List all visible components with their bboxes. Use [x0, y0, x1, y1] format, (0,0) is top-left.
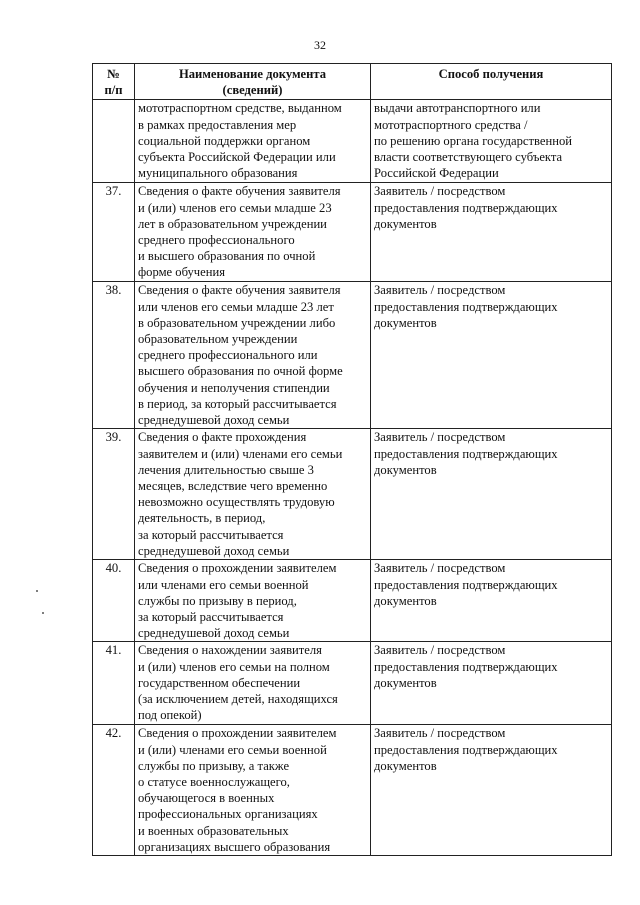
table-row [93, 560, 612, 642]
row-number: 42. [93, 725, 135, 856]
row-method: Заявитель / посредством предоставления подтверждающих документов [371, 183, 612, 282]
row-number: 41. [93, 642, 135, 725]
table-row [93, 642, 612, 725]
scan-speck [42, 612, 44, 614]
table-row [93, 725, 612, 856]
header-method: Способ получения [371, 64, 612, 100]
header-number: № п/п [93, 64, 135, 100]
row-method: Заявитель / посредством предоставления подтверждающих документов [371, 642, 612, 725]
table-header [93, 64, 612, 100]
header-row [93, 64, 612, 100]
row-method: выдачи автотранспортного или мототраспортного средства / по решению органа государственной власти соответствующего субъекта Российской Федерации [371, 100, 612, 183]
table-body [93, 100, 612, 856]
row-document-name: Сведения о прохождении заявителем или членами его семьи военной службы по призыву в период, за который рассчитывается среднедушевой доход семьи [135, 560, 371, 642]
row-number: 40. [93, 560, 135, 642]
table-row [93, 100, 612, 183]
row-number: 39. [93, 429, 135, 560]
table-row [93, 282, 612, 429]
row-method: Заявитель / посредством предоставления подтверждающих документов [371, 282, 612, 429]
row-document-name: Сведения о факте обучения заявителя или членов его семьи младше 23 лет в образовательном учреждении либо образовательном учреждении среднего профессионального или высшего образования по очной форме обучения и неполучения стипендии в период, за который рассчитывается среднедушевой доход семьи [135, 282, 371, 429]
header-document-name: Наименование документа (сведений) [135, 64, 371, 100]
row-number: 37. [93, 183, 135, 282]
row-document-name: Сведения о факте обучения заявителя и (или) членов его семьи младше 23 лет в образовательном учреждении среднего профессионального и высшего образования по очной форме обучения [135, 183, 371, 282]
table-row [93, 183, 612, 282]
row-document-name: Сведения о факте прохождения заявителем и (или) членами его семьи лечения длительностью свыше 3 месяцев, вследствие чего временно невозможно осуществлять трудовую деятельность, в период, за который рассчитывается среднедушевой доход семьи [135, 429, 371, 560]
row-number: 38. [93, 282, 135, 429]
row-document-name: Сведения о нахождении заявителя и (или) членов его семьи на полном государственном обеспечении (за исключением детей, находящихся под опекой) [135, 642, 371, 725]
row-document-name: мототраспортном средстве, выданном в рамках предоставления мер социальной поддержки органом субъекта Российской Федерации или муниципального образования [135, 100, 371, 183]
documents-table [92, 63, 612, 856]
scan-speck [36, 590, 38, 592]
row-number [93, 100, 135, 183]
row-method: Заявитель / посредством предоставления подтверждающих документов [371, 429, 612, 560]
page-number: 32 [314, 38, 326, 52]
table-row [93, 429, 612, 560]
row-method: Заявитель / посредством предоставления подтверждающих документов [371, 560, 612, 642]
row-method: Заявитель / посредством предоставления подтверждающих документов [371, 725, 612, 856]
row-document-name: Сведения о прохождении заявителем и (или) членами его семьи военной службы по призыву, а также о статусе военнослужащего, обучающегося в военных профессиональных организациях и военных образовательных организациях высшего образования [135, 725, 371, 856]
